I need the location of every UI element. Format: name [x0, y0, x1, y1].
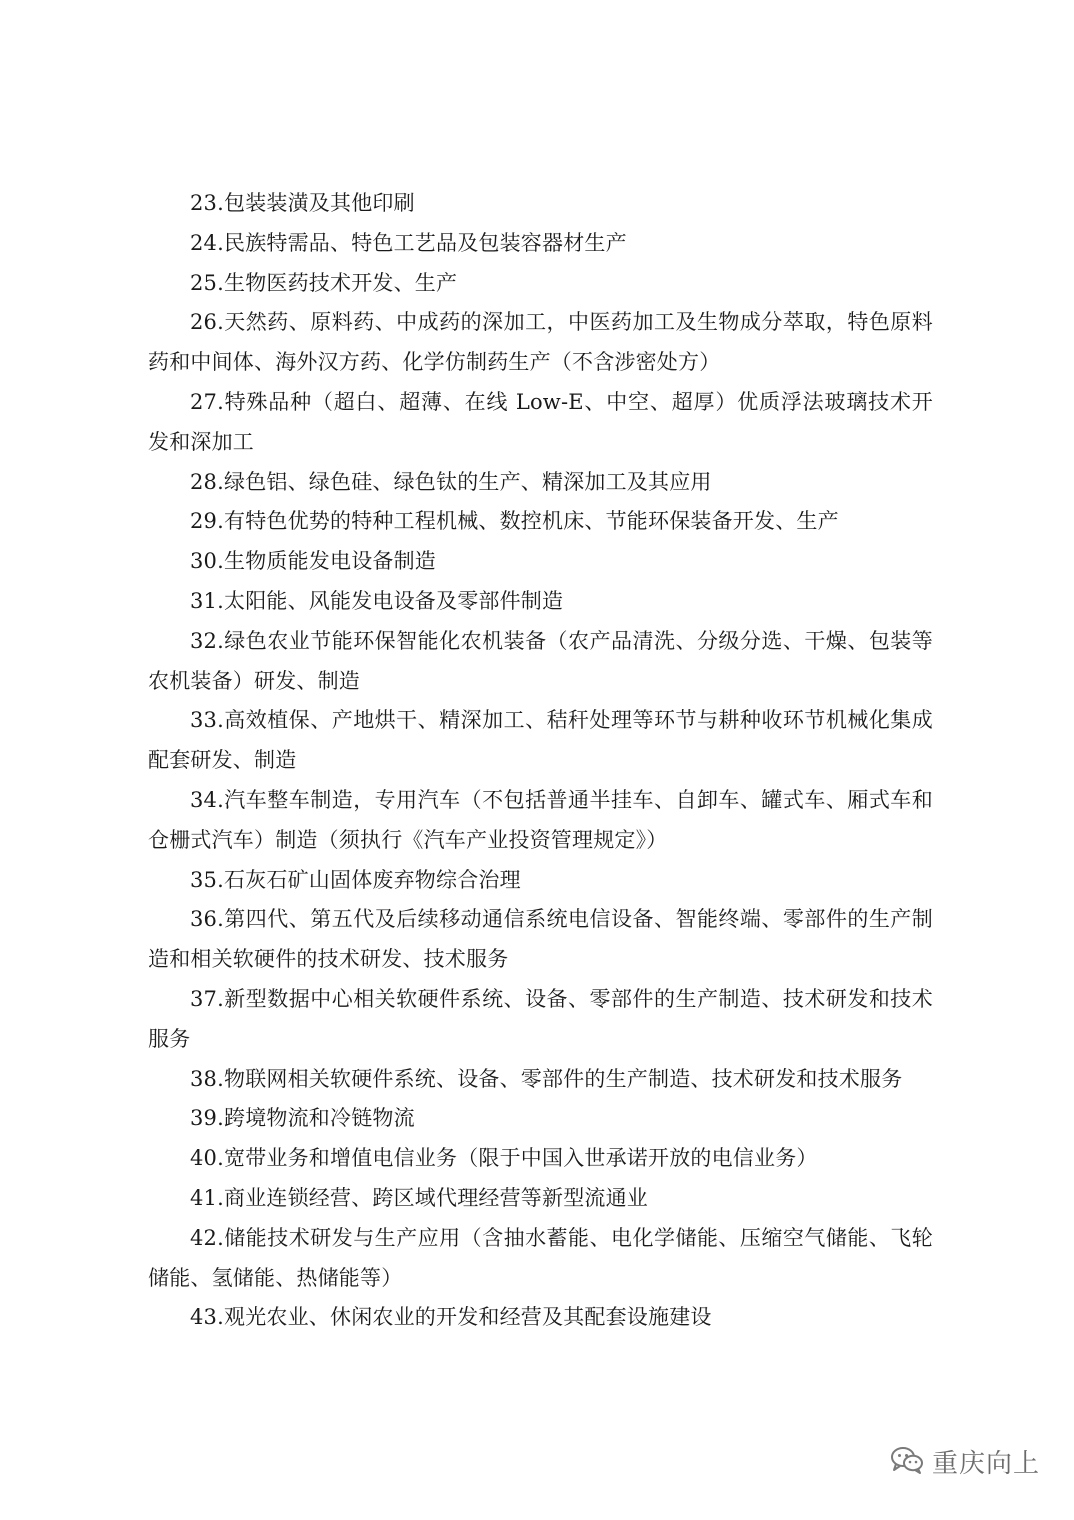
- list-item: 41.商业连锁经营、跨区域代理经营等新型流通业: [190, 1185, 648, 1210]
- wechat-icon: [890, 1445, 924, 1479]
- industry-list: [148, 184, 933, 1338]
- watermark: [890, 1443, 1040, 1480]
- list-item: 43.观光农业、休闲农业的开发和经营及其配套设施建设: [190, 1305, 712, 1330]
- list-item: 36.第四代、第五代及后续移动通信系统电信设备、智能终端、零部件的生产制造和相关软硬件的技术研发、技术服务: [148, 907, 933, 972]
- list-item: 24.民族特需品、特色工艺品及包装容器材生产: [190, 230, 627, 255]
- list-item: 27.特殊品种（超白、超薄、在线 Low-E、中空、超厚）优质浮法玻璃技术开发和深加工: [148, 389, 933, 454]
- list-item: 39.跨境物流和冷链物流: [190, 1106, 415, 1131]
- list-item: 32.绿色农业节能环保智能化农机装备（农产品清洗、分级分选、干燥、包装等农机装备）研发、制造: [148, 628, 933, 693]
- list-item: 23.包装装潢及其他印刷: [190, 191, 415, 215]
- list-item: 34.汽车整车制造，专用汽车（不包括普通半挂车、自卸车、罐式车、厢式车和仓栅式汽车）制造（须执行《汽车产业投资管理规定》）: [148, 787, 933, 852]
- list-item: 26.天然药、原料药、中成药的深加工，中医药加工及生物成分萃取，特色原料药和中间体、海外汉方药、化学仿制药生产（不含涉密处方）: [148, 310, 933, 375]
- list-item: 33.高效植保、产地烘干、精深加工、秸秆处理等环节与耕种收环节机械化集成配套研发、制造: [148, 708, 933, 773]
- list-item: 29.有特色优势的特种工程机械、数控机床、节能环保装备开发、生产: [190, 509, 839, 534]
- list-item: 38.物联网相关软硬件系统、设备、零部件的生产制造、技术研发和技术服务: [190, 1066, 903, 1091]
- watermark-text: 重庆向上: [931, 1449, 1040, 1479]
- list-item: 37.新型数据中心相关软硬件系统、设备、零部件的生产制造、技术研发和技术服务: [148, 986, 933, 1051]
- list-item: 31.太阳能、风能发电设备及零部件制造: [190, 588, 564, 613]
- list-item: 42.储能技术研发与生产应用（含抽水蓄能、电化学储能、压缩空气储能、飞轮储能、氢储能、热储能等）: [148, 1225, 933, 1290]
- list-item: 35.石灰石矿山固体废弃物综合治理: [190, 867, 521, 892]
- list-item: 40.宽带业务和增值电信业务（限于中国入世承诺开放的电信业务）: [190, 1146, 818, 1171]
- list-item: 28.绿色铝、绿色硅、绿色钛的生产、精深加工及其应用: [190, 469, 712, 494]
- list-item: 30.生物质能发电设备制造: [190, 549, 436, 574]
- list-item: 25.生物医药技术开发、生产: [190, 270, 458, 295]
